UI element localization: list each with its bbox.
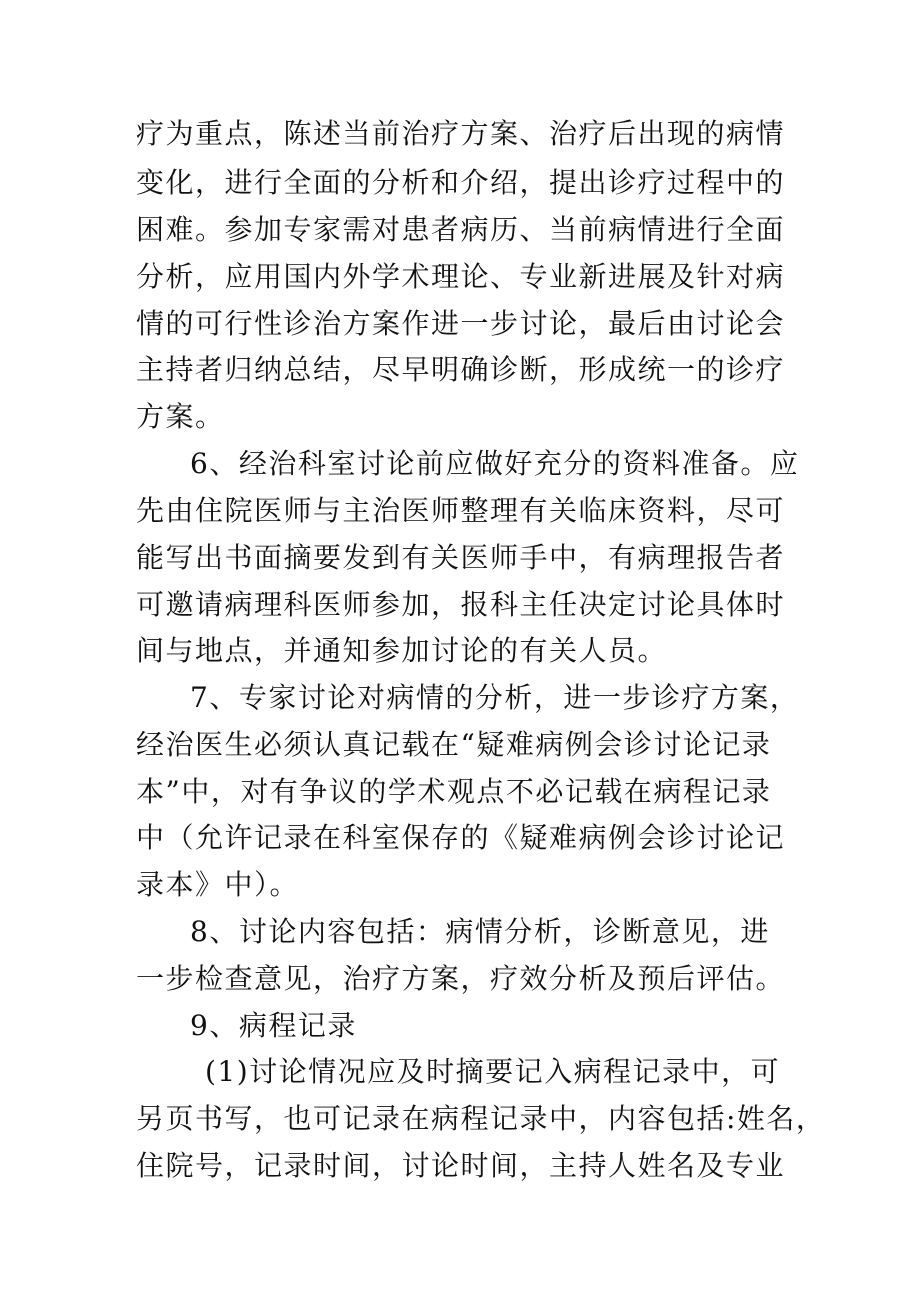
text-line-17: 录本》中）。	[136, 868, 300, 901]
text-line-7: 方案。	[136, 400, 225, 433]
paragraph-8-start: 8、讨论内容包括：病情分析，诊断意见，进	[190, 915, 770, 948]
text-line-6: 主持者归纳总结，尽早明确诊断，形成统一的诊疗	[136, 353, 786, 386]
section-9-heading: 9、病程记录	[190, 1009, 357, 1042]
text-line-15: 本”中，对有争议的学术观点不必记载在病程记录	[136, 775, 772, 808]
text-line-16: 中（允许记录在科室保存的《疑难病例会诊讨论记	[136, 821, 786, 854]
text-line-1: 疗为重点，陈述当前治疗方案、治疗后出现的病情	[136, 117, 786, 150]
text-line-14: 经治医生必须认真记载在“疑难病例会诊讨论记录	[136, 728, 772, 761]
text-line-3: 困难。参加专家需对患者病历、当前病情进行全面	[136, 213, 786, 246]
paragraph-7-start: 7、专家讨论对病情的分析，进一步诊疗方案，	[190, 681, 800, 714]
text-line-4: 分析，应用国内外学术理论、专业新进展及针对病	[136, 260, 786, 293]
text-line-23: 住院号，记录时间，讨论时间，主持人姓名及专业	[136, 1149, 786, 1182]
text-line-19: 一步检查意见，治疗方案，疗效分析及预后评估。	[136, 962, 786, 995]
text-line-2: 变化，进行全面的分析和介绍，提出诊疗过程中的	[136, 166, 786, 199]
subparagraph-1-start: (1)讨论情况应及时摘要记入病程记录中，可	[205, 1055, 781, 1088]
text-line-12: 间与地点，并通知参加讨论的有关人员。	[136, 634, 668, 667]
text-line-5: 情的可行性诊治方案作进一步讨论，最后由讨论会	[136, 307, 786, 340]
text-line-22: 另页书写，也可记录在病程记录中，内容包括:姓名，	[136, 1102, 826, 1135]
text-line-11: 可邀请病理科医师参加，报科主任决定讨论具体时	[136, 588, 786, 621]
text-line-9: 先由住院医师与主治医师整理有关临床资料，尽可	[136, 494, 786, 527]
paragraph-6-start: 6、经治科室讨论前应做好充分的资料准备。应	[190, 447, 800, 480]
text-line-10: 能写出书面摘要发到有关医师手中，有病理报告者	[136, 541, 786, 574]
